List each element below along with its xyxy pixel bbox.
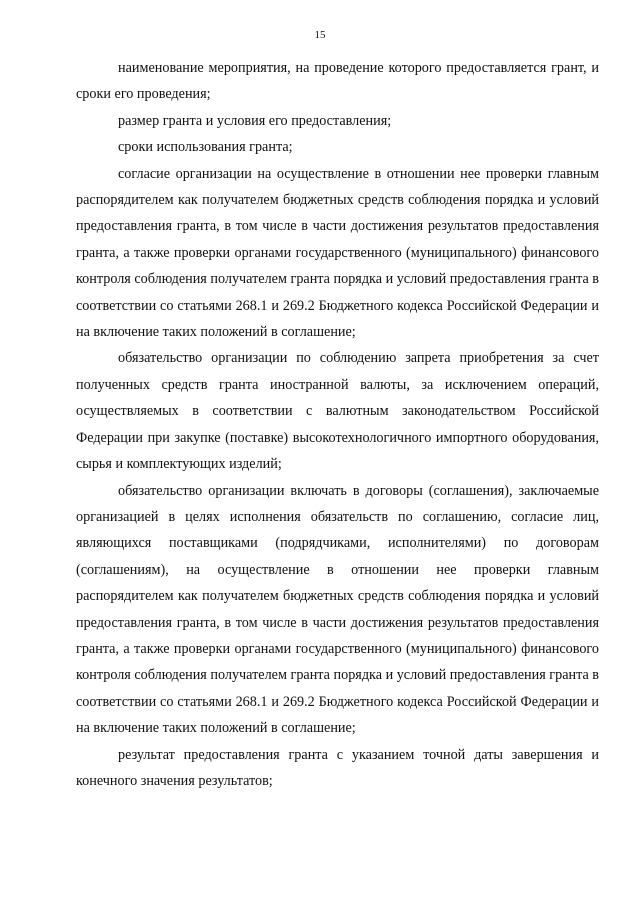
- paragraph-grant-terms: сроки использования гранта;: [118, 139, 293, 156]
- paragraph-contractor-consent: обязательство организации включать в договоры (соглашения), заключаемые организацией в целях исполнения обязательств по соглашению, согласие лиц, являющихся поставщиками (подрядчиками, исполнителями) по договорам (соглашениям), на осуществление в отношении нее проверки главным распорядителем как получателем бюджетных средств соблюдения порядка и условий предоставления гранта, в том числе в части достижения результатов предоставления гранта, а также проверки органами государственного (муниципального) финансового контроля соблюдения получателем гранта порядка и условий предоставления гранта в соответствии со статьями 268.1 и 269.2 Бюджетного кодекса Российской Федерации и на включение таких положений в соглашение;: [76, 482, 600, 737]
- paragraph-grant-size: размер гранта и условия его предоставления;: [118, 112, 392, 129]
- page-number: 15: [314, 29, 326, 41]
- paragraph-event-name: наименование мероприятия, на проведение которого предоставляется грант, и сроки его проведения;: [76, 60, 599, 103]
- paragraph-currency-ban: обязательство организации по соблюдению запрета приобретения за счет полученных средств гранта иностранной валюты, за исключением операций, осуществляемых в соответствии с валютным законодательством Российской Федерации при закупке (поставке) высокотехнологичного импортного оборудования, сырья и комплектующих изделий;: [76, 350, 599, 473]
- document-body: [76, 55, 599, 794]
- paragraph-result: результат предоставления гранта с указанием точной даты завершения и конечного значения результатов;: [76, 746, 599, 789]
- paragraph-inspection-consent: согласие организации на осуществление в отношении нее проверки главным распорядителем как получателем бюджетных средств соблюдения порядка и условий предоставления гранта, в том числе в части достижения результатов предоставления гранта, а также проверки органами государственного (муниципального) финансового контроля соблюдения получателем гранта порядка и условий предоставления гранта в соответствии со статьями 268.1 и 269.2 Бюджетного кодекса Российской Федерации и на включение таких положений в соглашение;: [76, 165, 600, 341]
